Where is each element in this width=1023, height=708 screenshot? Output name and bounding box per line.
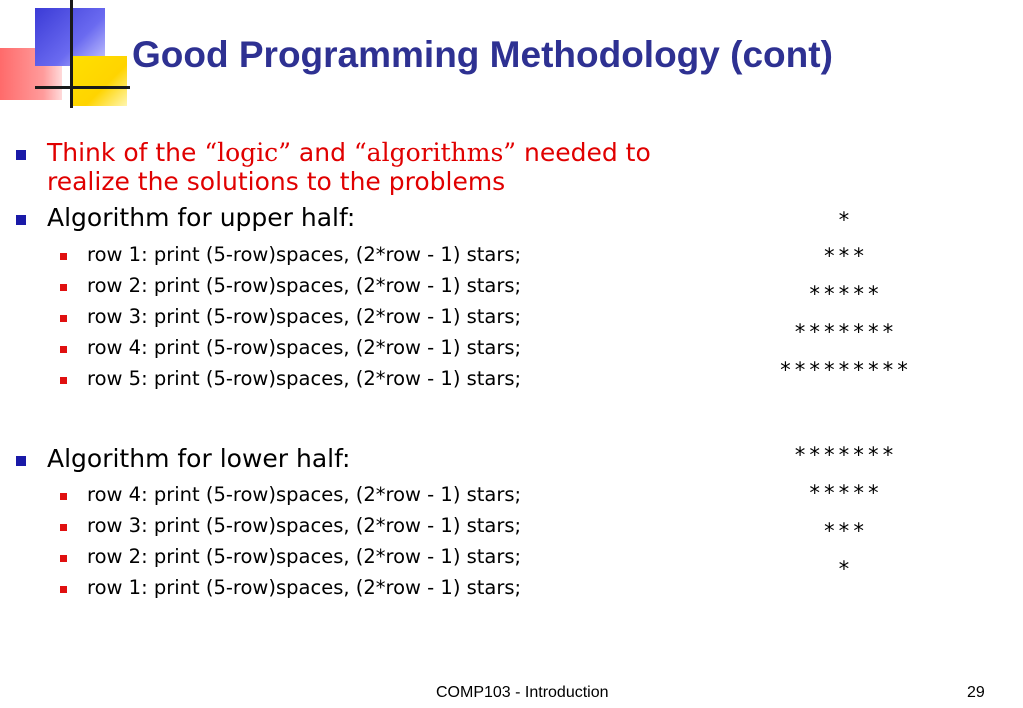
logo-yellow-square bbox=[72, 56, 127, 106]
lower-row-item: row 4: print (5-row)spaces, (2*row - 1) stars; bbox=[87, 483, 522, 506]
sub-bullet-icon bbox=[60, 493, 67, 500]
bullet-square-icon bbox=[16, 215, 26, 225]
star-row-upper: * bbox=[837, 208, 853, 232]
star-row-upper: ********* bbox=[779, 358, 911, 382]
page-number: 29 bbox=[967, 684, 985, 701]
sub-bullet-icon bbox=[60, 524, 67, 531]
upper-row-item: row 2: print (5-row)spaces, (2*row - 1) stars; bbox=[87, 274, 522, 297]
star-row-upper: *** bbox=[823, 244, 867, 268]
logic-mid: and bbox=[290, 138, 354, 167]
sub-bullet-icon bbox=[60, 284, 67, 291]
bullet-square-icon bbox=[16, 150, 26, 160]
lower-row-item: row 3: print (5-row)spaces, (2*row - 1) stars; bbox=[87, 514, 522, 537]
logo-horizontal-line bbox=[35, 86, 130, 89]
lower-row-item: row 2: print (5-row)spaces, (2*row - 1) stars; bbox=[87, 545, 522, 568]
sub-bullet-icon bbox=[60, 315, 67, 322]
sub-bullet-icon bbox=[60, 253, 67, 260]
logic-prefix: Think of the bbox=[47, 138, 205, 167]
algorithms-term: “algorithms” bbox=[353, 138, 517, 167]
logic-suffix: needed to bbox=[516, 138, 651, 167]
lower-row-item: row 1: print (5-row)spaces, (2*row - 1) stars; bbox=[87, 576, 522, 599]
upper-row-item: row 5: print (5-row)spaces, (2*row - 1) stars; bbox=[87, 367, 522, 390]
sub-bullet-icon bbox=[60, 586, 67, 593]
bullet-logic-line1 bbox=[47, 138, 651, 168]
upper-half-heading: Algorithm for upper half: bbox=[47, 203, 356, 232]
star-row-upper: ******* bbox=[793, 320, 897, 344]
star-row-lower: ***** bbox=[808, 481, 882, 505]
slide-logo bbox=[0, 0, 130, 110]
star-row-upper: ***** bbox=[808, 282, 882, 306]
upper-row-item: row 1: print (5-row)spaces, (2*row - 1) stars; bbox=[87, 243, 522, 266]
upper-row-item: row 3: print (5-row)spaces, (2*row - 1) stars; bbox=[87, 305, 522, 328]
lower-half-heading: Algorithm for lower half: bbox=[47, 444, 351, 473]
upper-row-item: row 4: print (5-row)spaces, (2*row - 1) stars; bbox=[87, 336, 522, 359]
slide-title: Good Programming Methodology (cont) bbox=[132, 34, 833, 75]
footer-course: COMP103 - Introduction bbox=[436, 684, 609, 701]
bullet-logic-line2: realize the solutions to the problems bbox=[47, 167, 506, 196]
sub-bullet-icon bbox=[60, 377, 67, 384]
sub-bullet-icon bbox=[60, 555, 67, 562]
star-row-lower: * bbox=[837, 557, 853, 581]
bullet-square-icon bbox=[16, 456, 26, 466]
logo-vertical-line bbox=[70, 0, 73, 108]
logic-term: “logic” bbox=[204, 138, 291, 167]
sub-bullet-icon bbox=[60, 346, 67, 353]
star-row-lower: *** bbox=[823, 519, 867, 543]
star-row-lower: ******* bbox=[793, 443, 897, 467]
